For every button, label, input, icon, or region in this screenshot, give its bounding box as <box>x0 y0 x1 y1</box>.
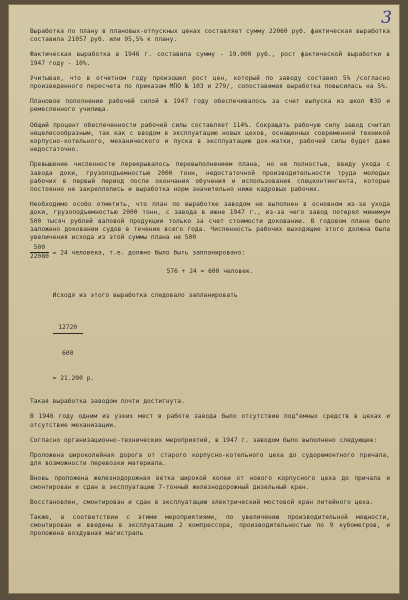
fraction <box>53 308 83 375</box>
fraction-denominator: 22080 <box>30 253 49 261</box>
paragraph: Общий процент обеспеченности рабочей силы составляет 114%. Сокращать рабочую силу завод считал нецелесообразным, так как с вводом в эксплуатацию новых цехов, оснащенных современной техникой корпусно-котельного, механического и пуска в эксплуатацию док-матки, рабочей силы будет даже недостаточно. <box>30 121 394 154</box>
document-page <box>8 4 400 594</box>
fraction-numerator: 12720 <box>53 324 83 333</box>
formula-prefix: Исходя из этого выработка следовало запланировать <box>52 291 238 299</box>
paragraph: В 1946 году одним из узких мест в работе завода было отсутствие под"емных средств в цехах и отсутствие механизации. <box>30 413 394 429</box>
paragraph: Согласно организационно-технических мероприятий, в 1947 г. заводом было выполнено следующее: <box>30 436 378 444</box>
body-text <box>30 28 394 546</box>
paragraph: Также, в соответствии с этими мероприятиями, по увеличению производительной мощности, смонтирован и введены в эксплуатацию 2 компрессора, производительностью по 9 кубометров, и проложена воздушная магистраль <box>30 513 394 538</box>
fraction-denominator: 600 <box>62 350 74 358</box>
fraction <box>30 244 49 261</box>
paragraph: Превышение численности перекрывалось перевыполнением плана, но не полностью, ввиду ухода с завода доки, грузоподъемностью 2000 тонн, недостаточной производительности труда молодых рабочих в первый период после окончания обучения и использования спецконтингента, которые постоянно не закреплялись и выработка норм значительно ниже кадровых рабочих. <box>30 161 394 194</box>
fraction-numerator: 500 <box>30 244 49 253</box>
formula-headcount <box>30 244 390 262</box>
formula-total: 576 + 24 = 600 человек. <box>166 268 254 276</box>
paragraph: Учитывая, что в отчетном году произошел рост цен, который по заводу составил 5% /согласно произведенного пересчета по приказам МПО № 103 и 279/, сопоставимая выработка повысилась на 5%. <box>30 74 394 91</box>
formula-text: = 24 человека, т.е. должно было быть запланировано: <box>52 249 246 257</box>
paragraph: Плановое пополнение рабочей силой в 1947 году обеспечивалось за счет выпуска из школ ФЗО и ремесленного училища. <box>30 98 394 114</box>
paragraph: Выработка по плану в плановых-отпускных ценах составляет сумму 22060 руб. фактическая выработка составила 21057 руб. или 95,5% к плану. <box>30 28 394 44</box>
paragraph: Восстановлен, смонтирован и сдан в эксплуатацию электрический мостовой кран литейного цеха. <box>30 498 374 506</box>
paragraph: Такая выработка заводом почти достигнута. <box>30 398 185 406</box>
paragraph: Необходимо особо отметить, что план по выработке заводом не выполнен в основном из-за ухода доки, грузоподъемностью 2000 тонн, с завода в июне 1947 г., из-за чего завод потерял минимум 500 тысяч рублей валовой продукции только за счет стоимости доковании. В годовом плане было заложено доковании судов в течение всего года. Численность рабочих выходящие этого должна была увеличения исхода из этой суммы плана не 500 <box>30 201 394 242</box>
formula-result: = 21.200 р. <box>52 374 95 382</box>
paragraph: Вновь проложена железнодорожная ветка широкой колеи от нового корпусного цеха до причала и смонтирован и сдан в эксплуатацию 7-тонный железнодорожный дизельный кран. <box>30 475 394 491</box>
paragraph: Проложена широколейная дорога от старого корпусно-котельного цеха до судоремонтного причала, для возможности перевозки материала. <box>30 451 394 468</box>
formula-output <box>30 283 390 391</box>
paragraph: Фактическая выработка в 1946 г. составила сумму - 19.000 руб., рост фактической выработки в 1947 году - 10%. <box>30 51 394 67</box>
page-number: 3 <box>381 8 392 28</box>
